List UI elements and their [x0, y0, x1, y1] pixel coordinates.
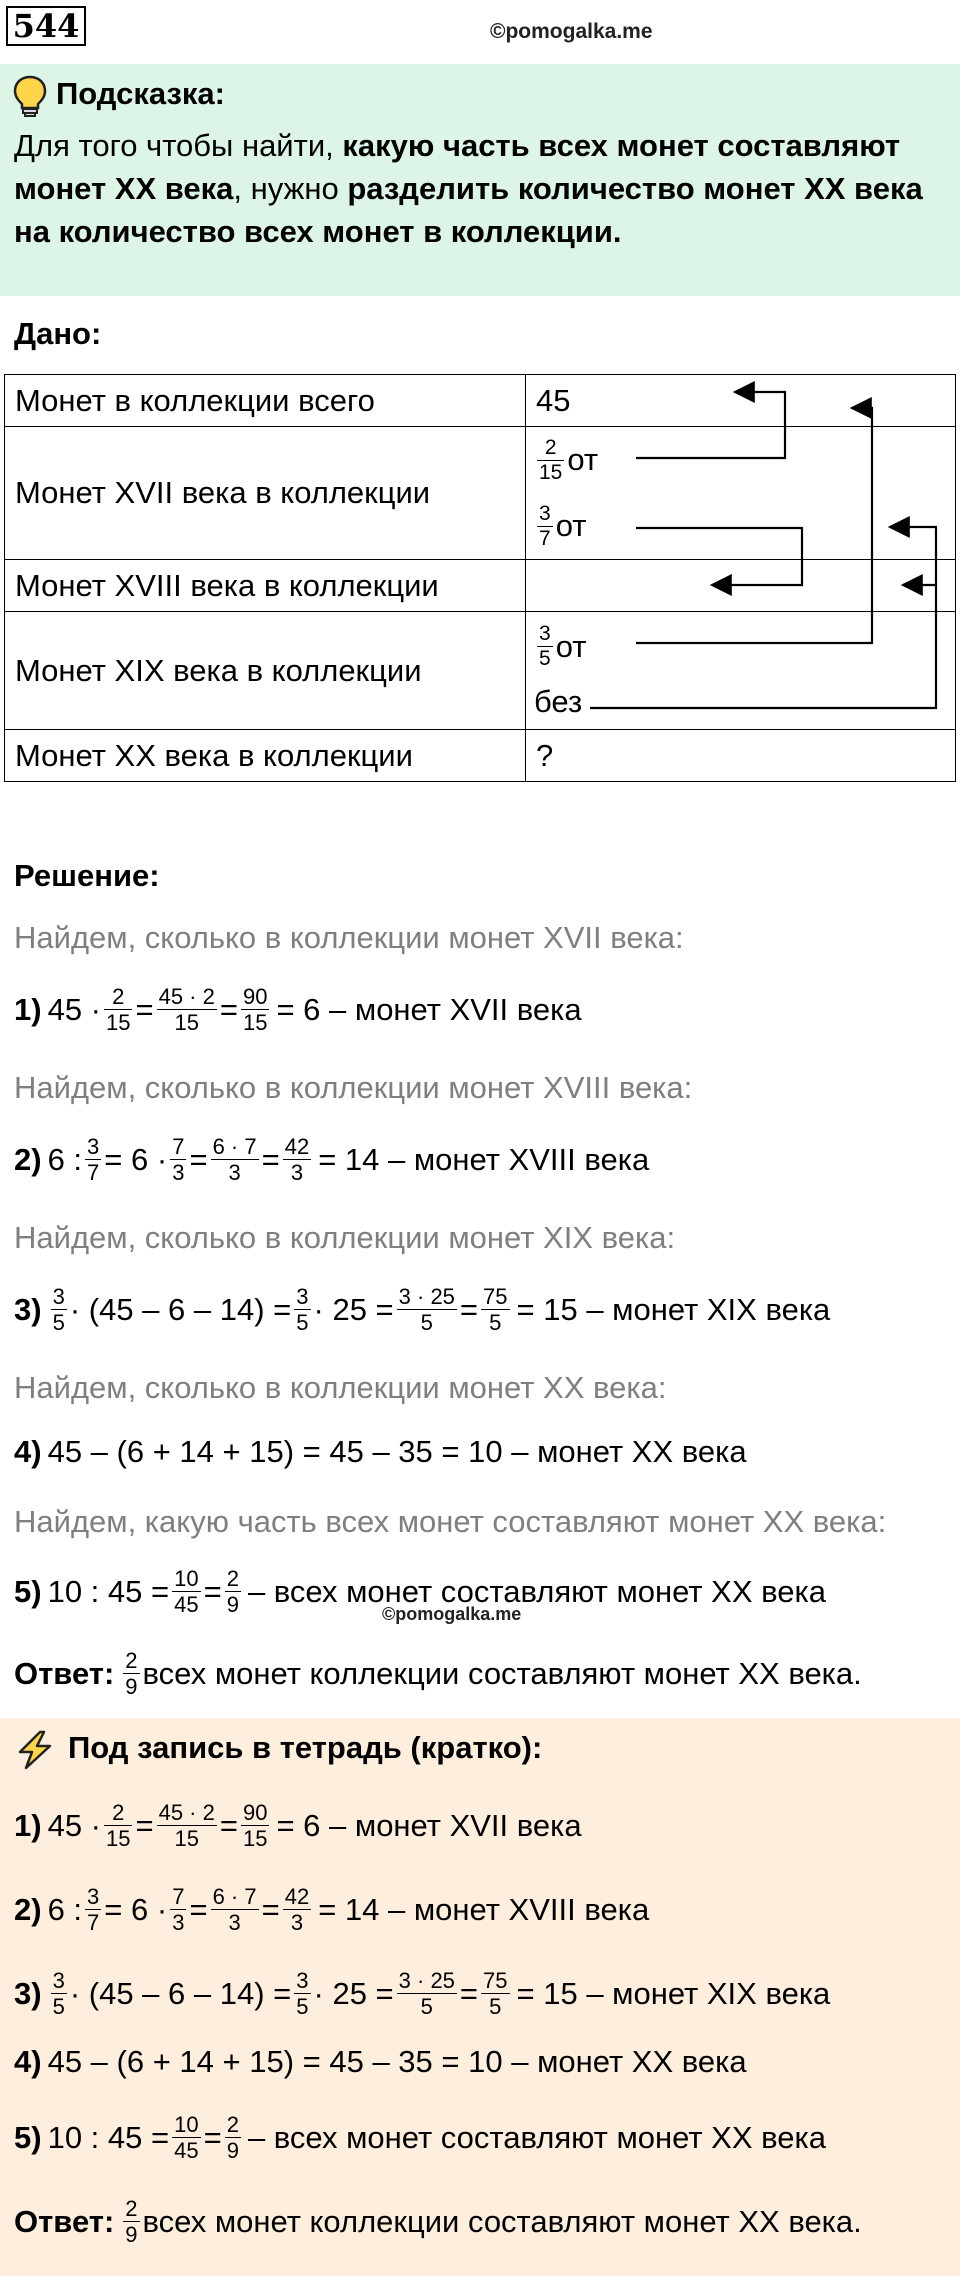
cell-label: Монет XX века в коллекции: [5, 730, 526, 782]
note-step-3-line: 3) $\frac{3}{5}$ · (45 – 6 – 14) = $\frac{3}{5}$ · 25 = $\frac{3 \cdot 25}{5}$ = $\frac{75}{5}$ = 15 – монет XIX века: [14, 1968, 831, 2019]
cell-value: 45: [526, 375, 956, 427]
step-2-line: 2) 6 : $\frac{3}{7}$ = 6 · $\frac{7}{3}$ = $\frac{6 \cdot 7}{3}$ = $\frac{42}{3}$ = 14 – монет XVIII века: [14, 1134, 650, 1185]
cell-label: Монет в коллекции всего: [5, 375, 526, 427]
cell-value: ?: [526, 730, 956, 782]
word-ot: от: [555, 508, 587, 543]
step-caption: Найдем, какую часть всех монет составляют монет XX века:: [14, 1504, 887, 1539]
arrow-4: [590, 527, 936, 708]
site-watermark: ©pomogalka.me: [490, 20, 653, 43]
step-caption: Найдем, сколько в коллекции монет XX века:: [14, 1370, 667, 1405]
solution-title: Решение:: [14, 858, 160, 893]
step-3-line: 3) $\frac{3}{5}$ · (45 – 6 – 14) = $\frac{3}{5}$ · 25 = $\frac{3 \cdot 25}{5}$ = $\frac{75}{5}$ = 15 – монет XIX века: [14, 1284, 831, 1335]
problem-number: 544: [6, 6, 86, 46]
step-caption: Найдем, сколько в коллекции монет XVIII века:: [14, 1070, 693, 1105]
cell-label: Монет XVII века в коллекции: [5, 427, 526, 560]
step-1-line: 1) 45 · $\frac{2}{15}$ = $\frac{45 \cdot 2}{15}$ = $\frac{90}{15}$ = 6 – монет XVII века: [14, 984, 582, 1035]
arrow-2: [636, 528, 802, 585]
solution-watermark: ©pomogalka.me: [382, 1604, 522, 1624]
step-caption: Найдем, сколько в коллекции монет XIX века:: [14, 1220, 676, 1255]
fraction: $\frac{3}{7}$: [539, 501, 551, 550]
cell-label: Монет XVIII века в коллекции: [5, 560, 526, 612]
note-step-5-line: 5) 10 : 45 = $\frac{10}{45}$ = $\frac{2}{9}$ – всех монет составляют монет XX века: [14, 2112, 826, 2163]
arrows-overlay: [0, 0, 960, 800]
note-answer-line: Ответ: $\frac{2}{9}$ всех монет коллекции составляют монет XX века.: [14, 2196, 862, 2247]
word-ot: от: [555, 628, 587, 664]
word-bez: без: [534, 683, 583, 719]
step-4-line: 4) 45 – (6 + 14 + 15) = 45 – 35 = 10 – монет XX века: [14, 1434, 747, 1469]
note-step-1-line: 1) 45 · $\frac{2}{15}$ = $\frac{45 \cdot 2}{15}$ = $\frac{90}{15}$ = 6 – монет XVII века: [14, 1800, 582, 1851]
notes-title: Под запись в тетрадь (кратко):: [68, 1730, 543, 1765]
note-step-4-line: 4) 45 – (6 + 14 + 15) = 45 – 35 = 10 – монет XX века: [14, 2044, 747, 2079]
fraction: $\frac{2}{15}$: [539, 435, 563, 484]
hint-text: Для того чтобы найти, какую часть всех монет составляют монет XX века, нужно разделить количество монет XX века на количество всех монет в коллекции.: [14, 128, 923, 249]
word-ot: от: [567, 442, 599, 477]
hint-title: Подсказка:: [56, 76, 225, 111]
step-caption: Найдем, сколько в коллекции монет XVII века:: [14, 920, 684, 955]
note-step-2-line: 2) 6 : $\frac{3}{7}$ = 6 · $\frac{7}{3}$ = $\frac{6 \cdot 7}{3}$ = $\frac{42}{3}$ = 14 – монет XVIII века: [14, 1884, 650, 1935]
arrow-1: [636, 392, 785, 458]
answer-line: Ответ: $\frac{2}{9}$ всех монет коллекции составляют монет XX века.: [14, 1648, 862, 1699]
given-title: Дано:: [14, 316, 102, 351]
arrow-lines: [590, 392, 936, 708]
fraction: $\frac{3}{5}$: [539, 622, 551, 670]
lightning-icon: [14, 1730, 56, 1770]
arrow-3: [636, 408, 872, 643]
step-5-line: 5) 10 : 45 = $\frac{10}{45}$ = $\frac{2}{9}$ – всех монет составляют монет XX века: [14, 1566, 826, 1617]
cell-label: Монет XIX века в коллекции: [5, 612, 526, 730]
